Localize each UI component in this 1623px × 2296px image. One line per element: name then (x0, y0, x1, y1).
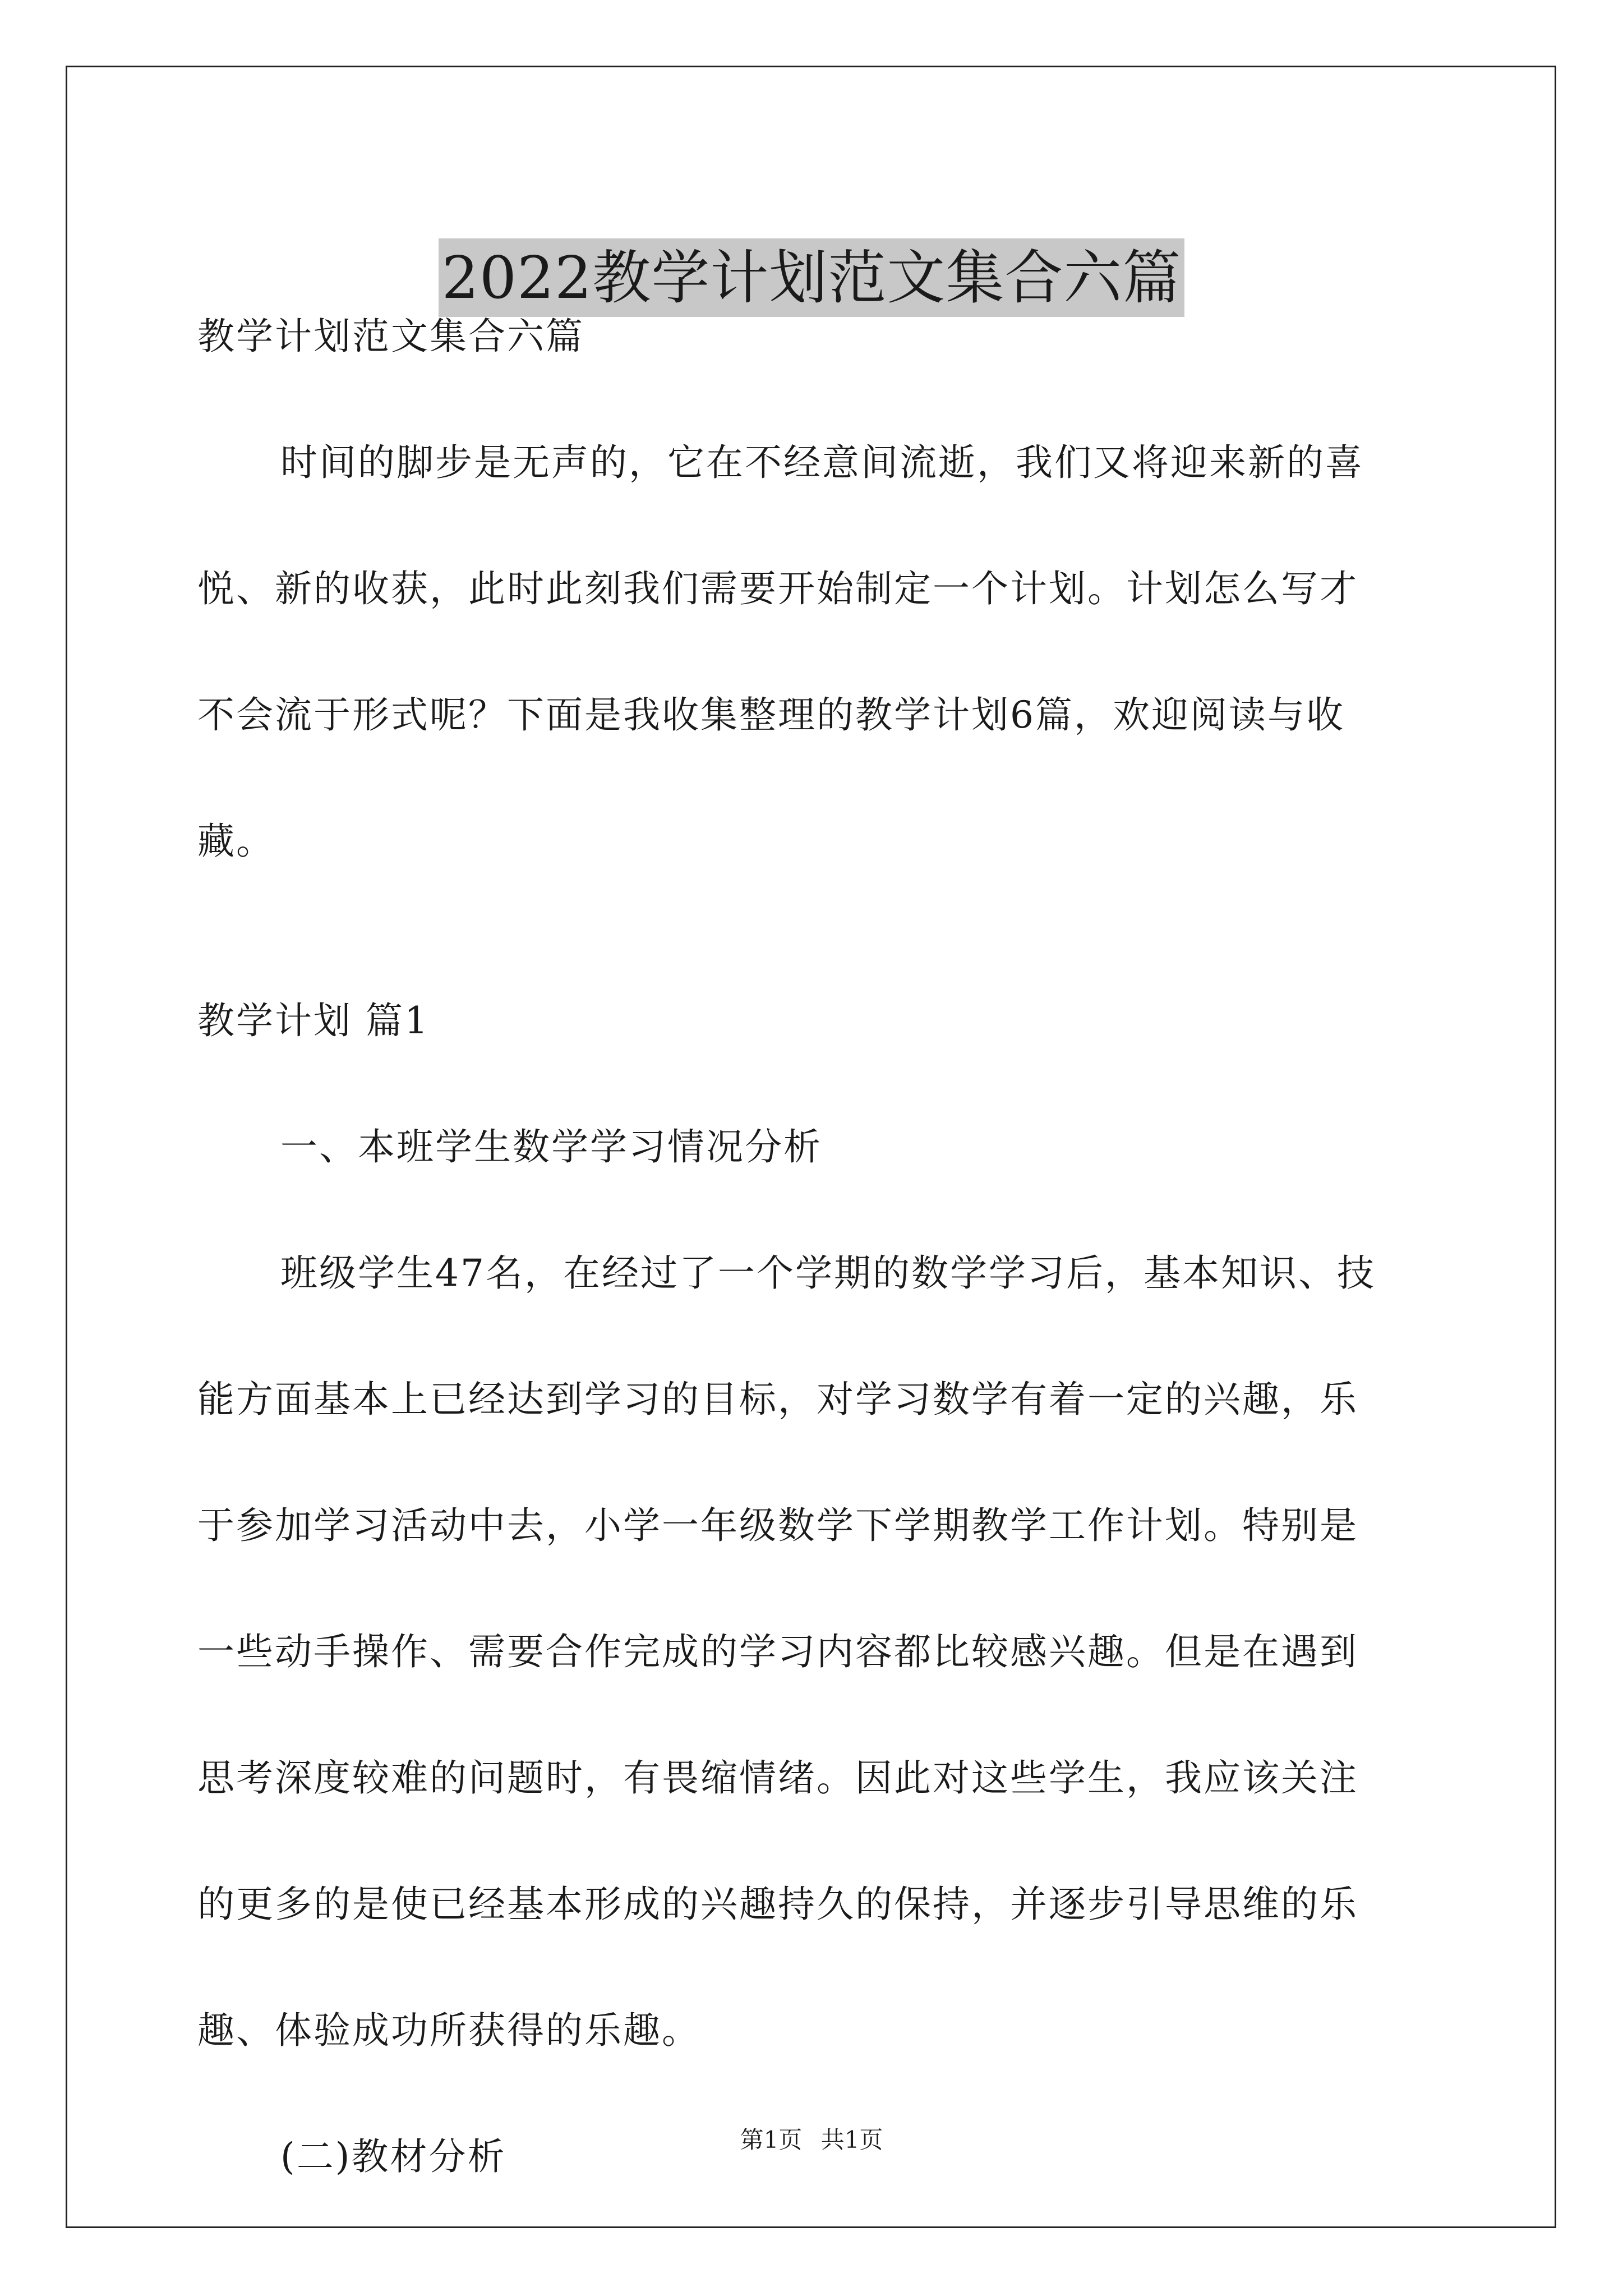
subsection-heading: 一、本班学生数学学习情况分析 (280, 1125, 822, 1168)
paragraph-line: 于参加学习活动中去，小学一年级数学下学期教学工作计划。特别是 (197, 1504, 1358, 1547)
section-heading: 教学计划 篇1 (197, 999, 430, 1042)
page-number: 第1页 (740, 2126, 803, 2154)
paragraph-line: 时间的脚步是无声的，它在不经意间流逝，我们又将迎来新的喜 (280, 441, 1364, 484)
paragraph-line: 思考深度较难的问题时，有畏缩情绪。因此对这些学生，我应该关注 (197, 1756, 1358, 1800)
document-title: 2022教学计划范文集合六篇 (439, 238, 1185, 317)
paragraph-line: 不会流于形式呢？下面是我收集整理的教学计划6篇，欢迎阅读与收 (197, 693, 1345, 737)
paragraph-line: 藏。 (197, 820, 275, 863)
paragraph-line: 一些动手操作、需要合作完成的学习内容都比较感兴趣。但是在遇到 (197, 1630, 1358, 1673)
paragraph-line: 的更多的是使已经基本形成的兴趣持久的保持，并逐步引导思维的乐 (197, 1883, 1358, 1926)
subtitle-line: 教学计划范文集合六篇 (197, 315, 584, 358)
paragraph-line: 班级学生47名，在经过了一个学期的数学学习后，基本知识、技 (280, 1251, 1376, 1295)
paragraph-line: 趣、体验成功所获得的乐趣。 (197, 2009, 700, 2052)
page-footer (0, 2123, 1623, 2157)
paragraph-line: 悦、新的收获，此时此刻我们需要开始制定一个计划。计划怎么写才 (197, 567, 1358, 610)
subsection-heading: (二)教材分析 (280, 2135, 506, 2178)
paragraph-line: 能方面基本上已经达到学习的目标，对学习数学有着一定的兴趣，乐 (197, 1378, 1358, 1421)
page-total: 共1页 (820, 2126, 883, 2154)
